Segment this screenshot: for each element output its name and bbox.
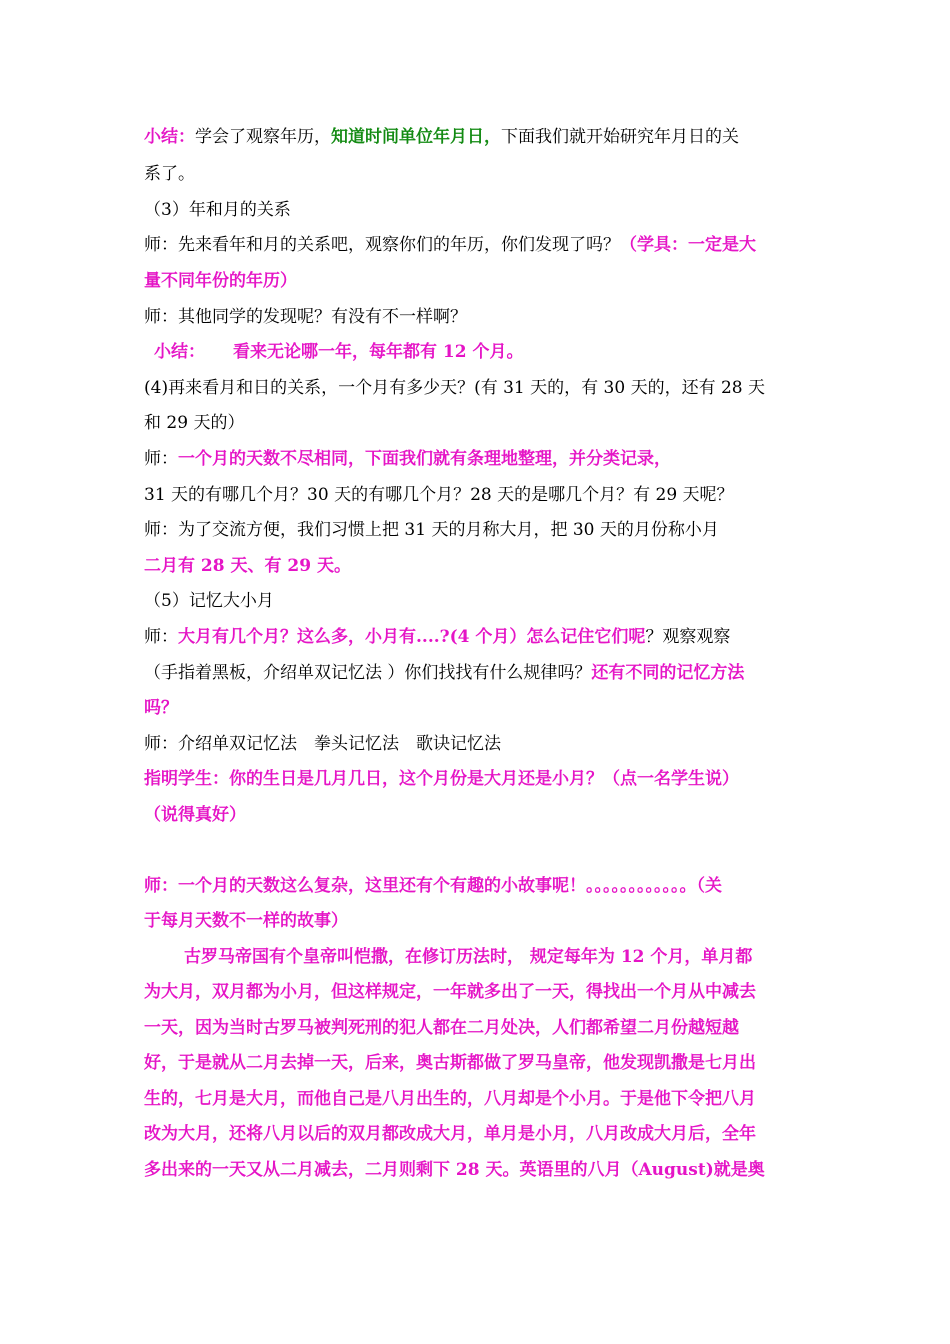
summary-label: 小结：	[144, 127, 195, 147]
story-line: 一天，因为当时古罗马被判死刑的犯人都在二月处决，人们都希望二月份越短越	[144, 1018, 739, 1038]
teacher-line	[144, 448, 814, 470]
text-run: 师：	[144, 449, 178, 469]
teacher-line: 师：为了交流方便，我们习惯上把 31 天的月称大月，把 30 天的月份称小月	[144, 520, 719, 540]
highlight-pink: 大月有几个月？这么多，小月有....?(4 个月）怎么记住它们呢	[178, 627, 646, 647]
text-run: 下面我们就开始研究年月日的关	[501, 127, 739, 147]
teacher-line: 师：介绍单双记忆法 拳头记忆法 歌诀记忆法	[144, 734, 501, 754]
story-line: 好，于是就从二月去掉一天，后来，奥古斯都做了罗马皇帝，他发现凯撒是七月出	[144, 1053, 756, 1073]
story-line: 改为大月，还将八月以后的双月都改成大月，单月是小月，八月改成大月后，全年	[144, 1124, 756, 1144]
text-line: 系了。	[144, 164, 195, 184]
text-run: 师：先来看年和月的关系吧，观察你们的年历，你们发现了吗？	[144, 235, 620, 255]
story-line: 古罗马帝国有个皇帝叫恺撒，在修订历法时， 规定每年为 12 个月，单月都	[184, 947, 753, 967]
text-line: （说得真好）	[144, 805, 246, 825]
text-run: 学会了观察年历，	[195, 127, 331, 147]
text-line: 二月有 28 天、有 29 天。	[144, 556, 351, 576]
highlight-pink: 一个月的天数不尽相同，下面我们就有条理地整理，并分类记录，	[178, 449, 671, 469]
teacher-line	[144, 626, 814, 648]
text-line: 和 29 天的）	[144, 413, 245, 433]
text-line: 吗？	[144, 698, 178, 718]
story-intro-line: 师：一个月的天数这么复杂，这里还有个有趣的小故事呢！。。。。。。。。。。。。（关	[144, 876, 722, 896]
highlight-pink: （学具：一定是大	[620, 235, 756, 255]
text-run: ？观察观察	[645, 627, 731, 647]
text-line	[144, 662, 814, 684]
text-run: 师：	[144, 627, 178, 647]
highlight-pink: 还有不同的记忆方法	[591, 663, 745, 683]
section-heading-3: （3）年和月的关系	[144, 200, 291, 220]
text-line: 指明学生：你的生日是几月几日，这个月份是大月还是小月？（点一名学生说）	[144, 769, 739, 789]
highlight-green: 知道时间单位年月日，	[331, 127, 501, 147]
section-heading-5: （5）记忆大小月	[144, 591, 274, 611]
text-line: 于每月天数不一样的故事）	[144, 911, 348, 931]
text-line: 量不同年份的年历）	[144, 271, 297, 291]
teacher-line: 师：其他同学的发现呢？有没有不一样啊？	[144, 307, 467, 327]
section-heading-4: (4)再来看月和日的关系，一个月有多少天？(有 31 天的，有 30 天的，还有 28 天	[144, 378, 766, 398]
teacher-line	[144, 234, 814, 256]
text-run: 看来无论哪一年，每年都有 12 个月。	[233, 342, 524, 362]
summary-line-1	[144, 126, 814, 148]
summary-label: 小结：	[154, 342, 205, 362]
story-line: 为大月，双月都为小月，但这样规定，一年就多出了一天，得找出一个月从中减去	[144, 982, 756, 1002]
story-line: 多出来的一天又从二月减去，二月则剩下 28 天。英语里的八月（August)就是奥	[144, 1160, 765, 1180]
story-line: 生的，七月是大月，而他自己是八月出生的，八月却是个小月。于是他下令把八月	[144, 1089, 756, 1109]
text-line: 31 天的有哪几个月？30 天的有哪几个月？28 天的是哪几个月？有 29 天呢？	[144, 485, 734, 505]
text-run: （手指着黑板，介绍单双记忆法 ）你们找找有什么规律吗？	[144, 663, 592, 683]
summary-line-2	[144, 341, 814, 363]
